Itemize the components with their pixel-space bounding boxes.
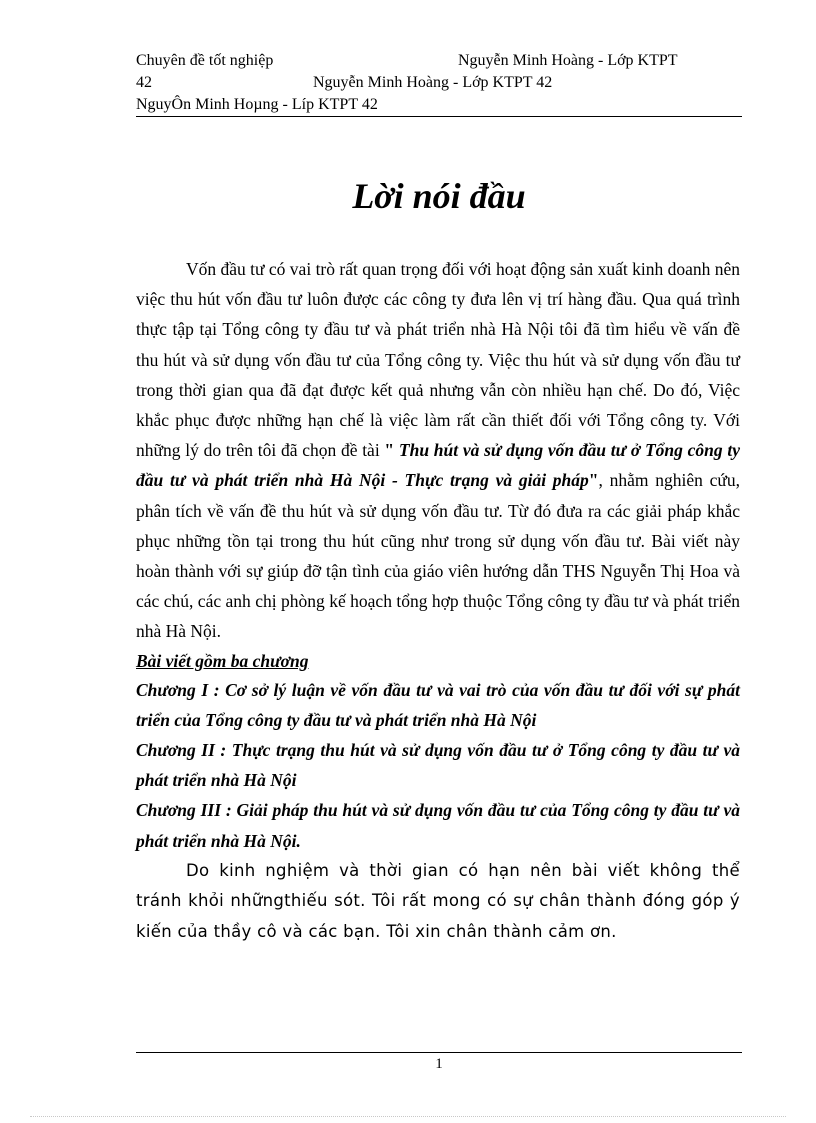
footer-divider [136,1052,742,1053]
quote-close: " [588,470,599,491]
intro-text-part-2: , nhằm nghiên cứu, phân tích về vấn đề thu hút và sử dụng vốn đầu tư. Từ đó đưa ra các giải pháp khắc phục những tồn tại trong thu hút cũng như trong sử dụng vốn đầu tư. Bài viết này hoàn thành với sự giúp đỡ tận tình của giáo viên hướng dẫn THS Nguyễn Thị Hoa và các chú, các anh chị phòng kế hoạch tổng hợp thuộc Tổng công ty đầu tư và phát triển nhà Hà Nội. [136,470,740,642]
quote-open: " [379,440,399,461]
intro-paragraph [136,254,740,647]
thesis-topic: Thu hút và sử dụng vốn đầu tư ở Tổng công ty đầu tư và phát triển nhà Hà Nội - Thực trạng và giải pháp [136,440,740,491]
header-document-type: Chuyên đề tốt nghiệp [136,52,274,69]
header-divider [136,116,742,117]
page-header [136,50,742,116]
header-class-number: 42 [136,74,152,91]
page-number: 1 [435,1056,443,1072]
header-author-garbled: NguyÔn Minh Hoµng - Líp KTPT 42 [136,96,378,113]
chapter-item: Chương I : Cơ sở lý luận về vốn đầu tư và vai trò của vốn đầu tư đối với sự phát triển của Tổng công ty đầu tư và phát triển nhà Hà Nội [136,679,740,730]
intro-text-part-1: Vốn đầu tư có vai trò rất quan trọng đối với hoạt động sản xuất kinh doanh nên việc thu hút vốn đầu tư luôn được các công ty đưa lên vị trí hàng đầu. Qua quá trình thực tập tại Tổng công ty đầu tư và phát triển nhà Hà Nội tôi đã tìm hiểu về vấn đề thu hút và sử dụng vốn đầu tư của Tổng công ty. Việc thu hút và sử dụng vốn đầu tư trong thời gian qua đã đạt được kết quả nhưng vẫn còn nhiều hạn chế. Do đó, Việc khắc phục được những hạn chế là việc làm rất cần thiết đối với Tổng công ty. Với những lý do trên tôi đã chọn đề tài [136,259,740,461]
header-author-class: Nguyễn Minh Hoàng - Lớp KTPT [458,52,678,69]
page-title: Lời nói đầu [352,176,526,216]
chapter-item: Chương III : Giải pháp thu hút và sử dụng vốn đầu tư của Tổng công ty đầu tư và phát triển nhà Hà Nội. [136,800,740,851]
header-row-2 [136,72,742,94]
header-row-1 [136,50,742,72]
closing-paragraph: Do kinh nghiệm và thời gian có hạn nên bài viết không thể tránh khỏi nhữngthiếu sót. Tôi rất mong có sự chân thành đóng góp ý kiến của thầy cô và các bạn. Tôi xin chân thành cảm ơn. [136,860,740,941]
chapter-item: Chương II : Thực trạng thu hút và sử dụng vốn đầu tư ở Tổng công ty đầu tư và phát triển nhà Hà Nội [136,740,740,791]
document-body [136,254,740,947]
page-bottom-border [30,1116,786,1117]
header-row-3 [136,94,742,116]
chapters-heading: Bài viết gồm ba chương [136,650,309,671]
header-author-repeat: Nguyễn Minh Hoàng - Lớp KTPT 42 [313,74,553,91]
